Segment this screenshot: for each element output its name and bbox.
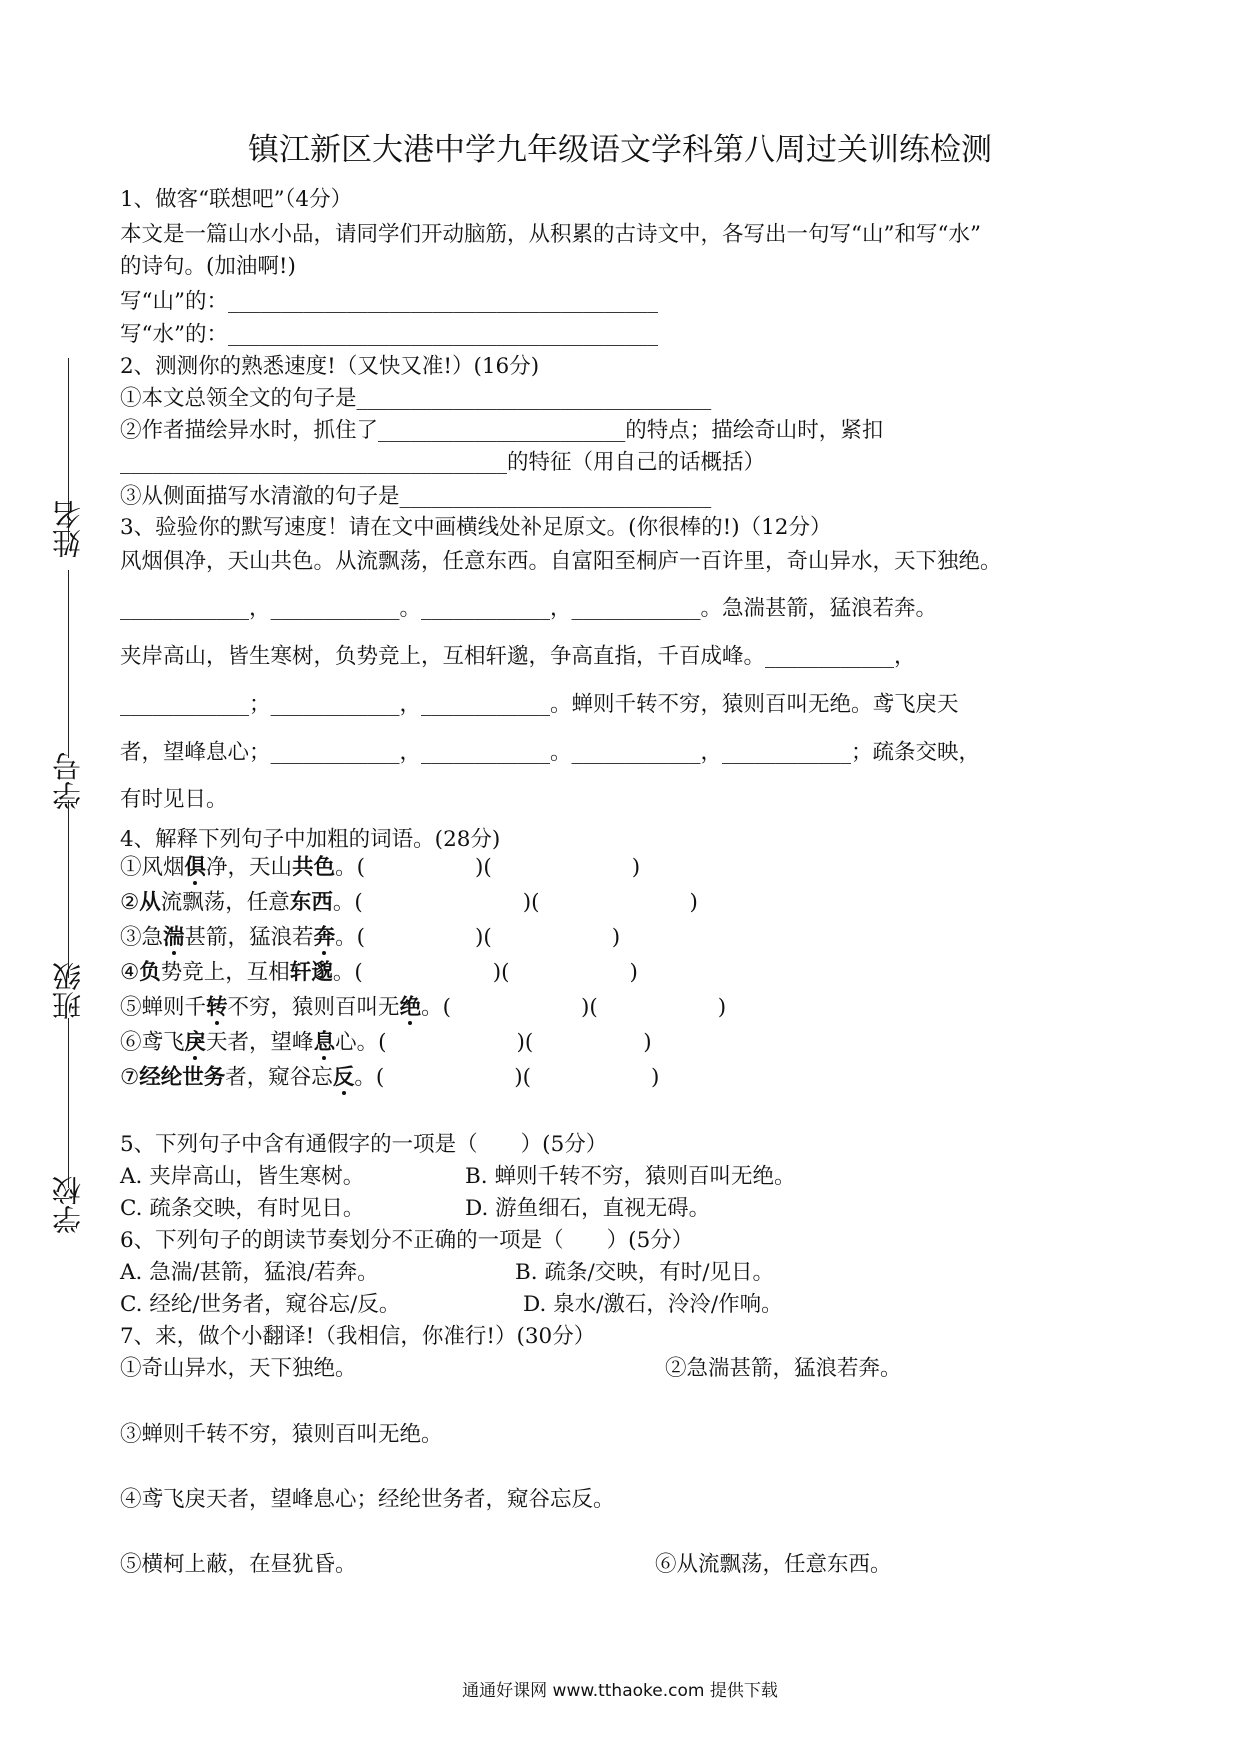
q4-item-number: ③ [120,925,142,950]
q6-option-c: C. 经纶/世务者，窥谷忘/反。 [120,1292,401,1317]
answer-open-paren: ( [524,1030,534,1055]
q4-item-number: ⑤ [120,995,142,1020]
q4-heading: 4、解释下列句子中加粗的词语。(28分) [120,827,501,852]
answer-open-paren: ( [354,890,363,915]
q4-text: 者，窥谷忘 [225,1065,333,1090]
q7-item-6: ⑥从流飘荡，任意东西。 [655,1552,892,1577]
q4-item-number: ① [120,855,142,880]
answer-close-paren: ) [689,890,698,915]
q4-text: 不穷，猿则百叫无 [227,995,400,1020]
side-line-4 [68,1018,69,1188]
q7-item-1: ①奇山异水，天下独绝。 [120,1356,357,1381]
q2-heading: 2、测测你的熟悉速度!（又快又准!）(16分) [120,354,540,379]
q4-item [120,993,726,1023]
side-field-name: 姓名 [51,500,85,558]
q4-text: 蝉则千 [141,995,207,1020]
q4-item [120,1063,659,1093]
q4-text: 势竞上，互相 [160,960,290,985]
q4-emphasis-word: 从 [139,890,161,915]
q4-emphasis-word: 息 [313,1030,336,1055]
answer-close-paren: ) [474,855,484,880]
q4-item [120,958,638,988]
q2-item-b-1: ②作者描绘异水时，抓住了_______________________的特点；描绘奇山时，紧扣 [120,418,884,443]
q4-item-number: ② [120,890,140,915]
answer-open-paren: ( [483,855,492,880]
q5-option-b: B. 蝉则千转不穷，猿则百叫无绝。 [465,1164,796,1189]
q4-text: 。 [421,995,443,1020]
answer-open-paren: ( [483,925,492,950]
q4-text: 。 [354,1065,376,1090]
answer-open-paren: ( [442,995,451,1020]
q4-item-number: ⑦ [120,1065,140,1090]
q4-emphasis-word: 湍 [163,925,185,950]
answer-open-paren: ( [356,925,365,950]
q4-emphasis-word: 俱 [184,855,207,880]
q4-emphasis-word: 经纶世务 [139,1065,226,1090]
q5-option-c: C. 疏条交映，有时见日。 [120,1196,365,1221]
q7-heading: 7、来，做个小翻译!（我相信，你准行!）(30分） [120,1324,596,1349]
answer-close-paren: ) [629,960,638,985]
q3-line-5: 者，望峰息心；____________，____________。____________，____________；疏条交映， [120,740,981,765]
q5-heading: 5、下列句子中含有通假字的一项是（ ）(5分） [120,1132,608,1157]
q5-option-a: A. 夹岸高山，皆生寒树。 [120,1164,365,1189]
q4-item [120,853,640,883]
answer-open-paren: ( [354,960,363,985]
q6-option-a: A. 急湍/甚箭，猛浪/若奔。 [120,1260,379,1285]
side-field-student-id: 学号 [51,752,85,810]
side-line-3 [68,800,69,978]
q7-item-4: ④鸢飞戾天者，望峰息心；经纶世务者，窥谷忘反。 [120,1487,615,1512]
q7-item-5: ⑤横柯上蔽，在昼犹昏。 [120,1552,357,1577]
q4-emphasis-word: 轩邈 [289,960,333,985]
q4-text: 。 [335,925,357,950]
answer-open-paren: ( [375,1065,385,1090]
answer-open-paren: ( [531,890,540,915]
q4-text: 。 [332,890,355,915]
q3-line-1: 风烟俱净，天山共色。从流飘荡，任意东西。自富阳至桐庐一百许里，奇山异水，天下独绝。 [120,549,1002,574]
answer-close-paren: ) [516,1030,525,1055]
q3-line-3: 夹岸高山，皆生寒树，负势竞上，互相轩邈，争高直指，千百成峰。____________， [120,644,916,669]
footer-credit: 通通好课网 www.tthaoke.com 提供下载 [462,1681,778,1701]
q2-item-c: ③从侧面描写水清澈的句子是_____________________________ [120,484,712,509]
q3-line-4: ____________；____________，____________。蝉则千转不穷，猿则百叫无绝。鸢飞戾天 [120,692,959,717]
q4-emphasis-word: 奔 [313,925,336,950]
q1-heading: 1、做客“联想吧”（4分） [120,187,353,212]
q1-water-line: 写“水”的：________________________________________ [120,322,658,347]
answer-close-paren: ) [514,1065,523,1090]
side-field-school: 学校 [51,1176,85,1234]
page-title: 镇江新区大港中学九年级语文学科第八周过关训练检测 [248,132,992,168]
q4-text: 心。 [335,1030,379,1055]
answer-open-paren: ( [589,995,598,1020]
q4-text: 。 [335,855,357,880]
answer-close-paren: ) [522,890,532,915]
q6-option-d: D. 泉水/激石，泠泠/作响。 [523,1292,783,1317]
q4-emphasis-word: 负 [139,960,161,985]
q2-item-a: ①本文总领全文的句子是_________________________________ [120,386,712,411]
q4-emphasis-word: 共色 [292,855,336,880]
q4-emphasis-word: 东西 [289,890,333,915]
side-line-2 [68,570,69,758]
q4-text: 甚箭，猛浪若 [184,925,314,950]
answer-open-paren: ( [501,960,510,985]
q6-heading: 6、下列句子的朗读节奏划分不正确的一项是（ ）(5分） [120,1228,694,1253]
answer-close-paren: ) [474,925,484,950]
answer-close-paren: ) [717,995,727,1020]
answer-close-paren: ) [651,1065,660,1090]
answer-close-paren: ) [643,1030,652,1055]
q5-option-d: D. 游鱼细石，直视无碍。 [465,1196,711,1221]
answer-open-paren: ( [522,1065,532,1090]
q3-line-2: ____________，____________。____________，____________。急湍甚箭，猛浪若奔。 [120,596,938,621]
answer-open-paren: ( [356,855,365,880]
answer-close-paren: ) [611,925,621,950]
q4-text: 天者，望峰 [206,1030,314,1055]
q4-text: 鸢飞 [141,1030,185,1055]
q4-item-number: ④ [120,960,140,985]
q4-item [120,923,620,953]
q1-mountain-line: 写“山”的：________________________________________ [120,289,658,314]
q4-item [120,1028,652,1058]
answer-close-paren: ) [580,995,590,1020]
q3-line-6: 有时见日。 [120,787,228,812]
side-field-class: 班级 [51,962,85,1020]
q4-text: 风烟 [141,855,185,880]
q2-item-b-2: ____________________________________的特征（用自己的话概括） [120,450,766,475]
q4-text: 流飘荡，任意 [160,890,290,915]
q4-emphasis-word: 绝 [399,995,422,1020]
q7-item-3: ③蝉则千转不穷，猿则百叫无绝。 [120,1422,443,1447]
q6-option-b: B. 疏条/交映，有时/见日。 [515,1260,774,1285]
q4-text: 急 [141,925,164,950]
q4-emphasis-word: 反 [332,1065,355,1090]
q4-item-number: ⑥ [120,1030,142,1055]
q4-item [120,888,698,918]
q4-emphasis-word: 戾 [184,1030,207,1055]
answer-open-paren: ( [378,1030,387,1055]
q7-item-2: ②急湍甚箭，猛浪若奔。 [665,1356,902,1381]
q1-text-2: 的诗句。(加油啊!) [120,254,296,279]
q3-heading: 3、验验你的默写速度！请在文中画横线处补足原文。(你很棒的!)（12分） [120,515,832,540]
q1-text-1: 本文是一篇山水小品，请同学们开动脑筋，从积累的古诗文中，各写出一句写“山”和写“水” [120,222,981,247]
answer-close-paren: ) [631,855,641,880]
q4-text: 净，天山 [206,855,293,880]
q4-emphasis-word: 转 [206,995,228,1020]
answer-close-paren: ) [492,960,502,985]
q4-text: 。 [332,960,355,985]
